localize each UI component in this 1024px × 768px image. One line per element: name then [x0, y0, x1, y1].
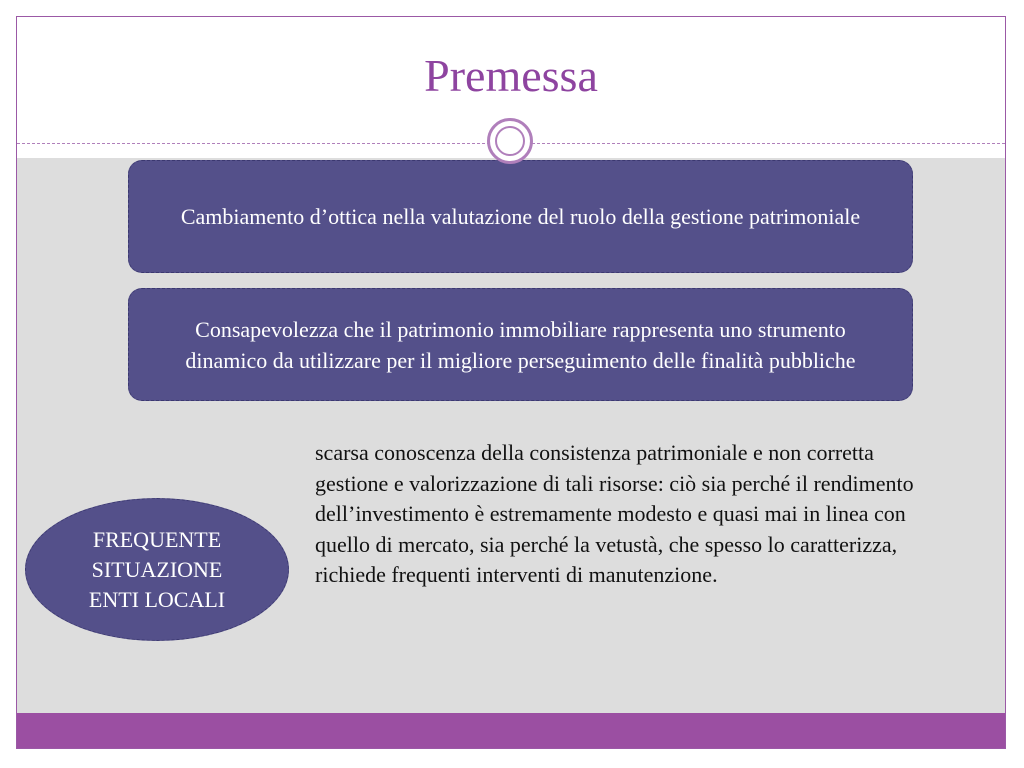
slide [16, 16, 1006, 749]
body-paragraph: scarsa conoscenza della consistenza patrimoniale e non corretta gestione e valorizzazione di tali risorse: ciò sia perché il rendimento dell’investimento è estremamente modesto e quasi mai in linea con quello di mercato, sia perché la vetustà, che spesso lo caratterizza, richiede frequenti interventi di manutenzione. [315, 440, 914, 587]
statement-box-2-text: Consapevolezza che il patrimonio immobiliare rappresenta uno strumento dinamico da utilizzare per il migliore perseguimento delle finalità pubbliche [185, 316, 856, 373]
divider-circle-inner [495, 126, 525, 156]
statement-box-1 [128, 160, 913, 273]
slide-title: Premessa [424, 50, 598, 101]
footer-bar [17, 713, 1005, 748]
divider-circle-ornament [487, 118, 533, 164]
situation-ellipse-text: FREQUENTE SITUAZIONE ENTI LOCALI [88, 526, 226, 612]
situation-ellipse [25, 498, 289, 641]
statement-box-2 [128, 288, 913, 401]
statement-box-1-text: Cambiamento d’ottica nella valutazione del ruolo della gestione patrimoniale [180, 204, 861, 229]
